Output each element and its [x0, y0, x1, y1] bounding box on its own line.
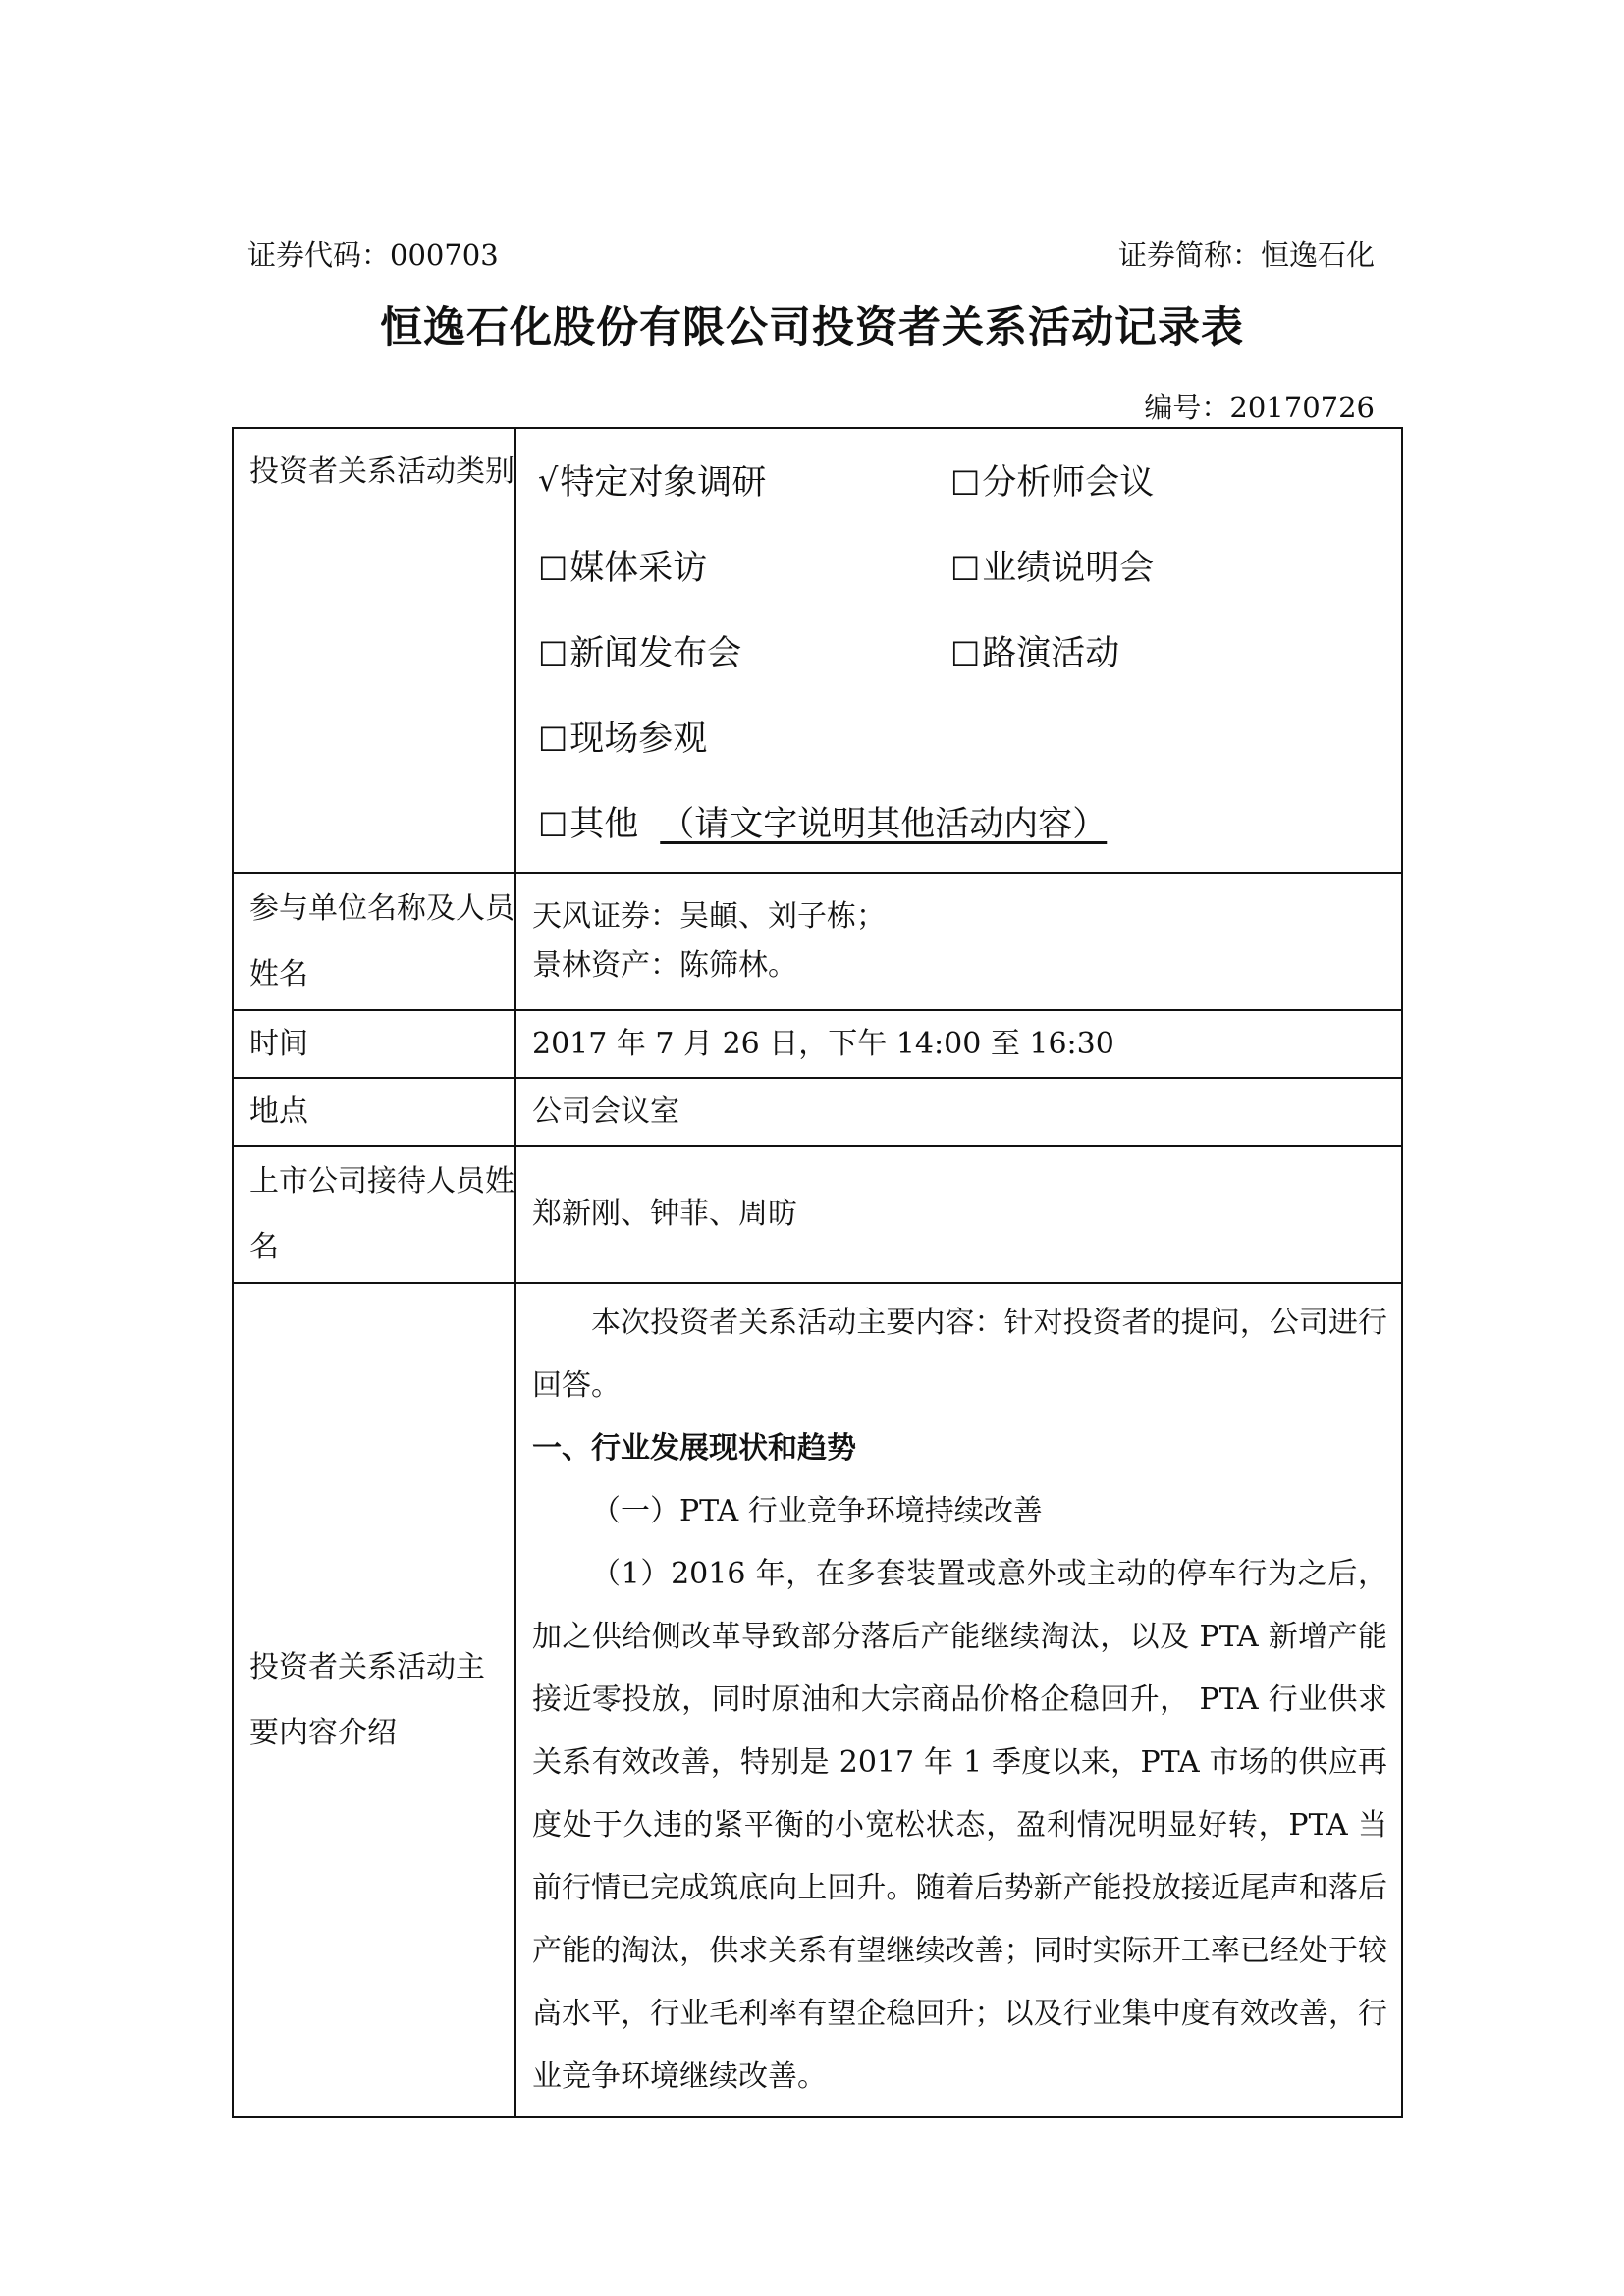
row-category: [233, 428, 1402, 873]
content-label: [233, 1283, 515, 2117]
reception-value-text: 郑新刚、钟菲、周昉: [532, 1197, 797, 1231]
content-paragraph: （1）2016 年，在多套装置或意外或主动的停车行为之后，加之供给侧改革导致部分落后产能继续淘汰，以及 PTA 新增产能接近零投放，同时原油和大宗商品价格企稳回升， PTA 行业供求关系有效改善，特别是 2017 年 1 季度以来，PTA 市场的供应再度处于久违的紧平衡的小宽松状态，盈利情况明显好转，PTA 当前行情已完成筑底向上回升。随着后势新产能投放接近尾声和落后产能的淘汰，供求关系有望继续改善；同时实际开工率已经处于较高水平，行业毛利率有望企稳回升；以及行业集中度有效改善，行业竞争环境继续改善。: [532, 1557, 1387, 2094]
checkbox-icon: □: [950, 460, 981, 499]
place-value: [515, 1078, 1402, 1146]
category-label-text: 投资者关系活动类别: [249, 454, 514, 489]
option-site-research[interactable]: [538, 455, 950, 505]
checkmark-icon: √: [538, 460, 559, 499]
checkbox-icon: □: [538, 717, 568, 755]
option-label: 分析师会议: [982, 462, 1155, 503]
document-number: 编号：20170726: [1144, 391, 1375, 424]
checkbox-icon: □: [538, 631, 568, 669]
option-earnings-briefing[interactable]: [950, 541, 1363, 590]
stock-code: 证券代码：000703: [247, 239, 499, 272]
time-value: [515, 1010, 1402, 1078]
category-options: [515, 428, 1402, 873]
time-label: 时间: [233, 1010, 515, 1078]
place-label: 地点: [233, 1078, 515, 1146]
content-value: [515, 1283, 1402, 2117]
reception-label-text: 上市公司接待人员姓名: [249, 1164, 514, 1264]
category-row-4: [538, 693, 1401, 778]
category-label: [233, 428, 515, 873]
row-reception: [233, 1146, 1402, 1283]
category-row-2: [538, 522, 1401, 608]
subsection-heading: （一）PTA 行业竞争环境持续改善: [591, 1494, 1043, 1528]
option-label: 现场参观: [569, 719, 708, 759]
category-row-1: [538, 437, 1401, 522]
other-note: （请文字说明其他活动内容）: [660, 804, 1108, 844]
checkbox-icon: □: [538, 802, 568, 840]
row-place: [233, 1078, 1402, 1146]
option-roadshow[interactable]: [950, 626, 1363, 675]
participants-label: [233, 873, 515, 1010]
reception-value: [515, 1146, 1402, 1283]
stock-short-name: 证券简称：恒逸石化: [1117, 239, 1375, 272]
document-title: 恒逸石化股份有限公司投资者关系活动记录表: [380, 303, 1244, 352]
option-press-conference[interactable]: [538, 626, 950, 675]
checkbox-icon: □: [950, 631, 981, 669]
category-row-5: [538, 778, 1401, 864]
option-analyst-meeting[interactable]: [950, 455, 1363, 505]
option-label: 路演活动: [982, 633, 1120, 673]
option-media-interview[interactable]: [538, 541, 950, 590]
participant-line: 景林资产：陈筛林。: [532, 948, 797, 983]
row-time: [233, 1010, 1402, 1078]
participants-label-text: 参与单位名称及人员姓名: [249, 891, 514, 991]
row-content: [233, 1283, 1402, 2117]
section-heading: 一、行业发展现状和趋势: [532, 1431, 856, 1466]
option-label: 特定对象调研: [560, 462, 767, 503]
option-label: 业绩说明会: [982, 548, 1155, 588]
time-value-text: 2017 年 7 月 26 日，下午 14:00 至 16:30: [532, 1026, 1114, 1061]
checkbox-icon: □: [950, 546, 981, 584]
participants-value: [515, 873, 1402, 1010]
participant-line: 天风证券：吴頔、刘子栋；: [532, 899, 886, 934]
checkbox-icon: □: [538, 546, 568, 584]
option-site-visit[interactable]: [538, 712, 950, 761]
place-value-text: 公司会议室: [532, 1094, 679, 1129]
option-other[interactable]: [538, 797, 1107, 846]
category-row-3: [538, 608, 1401, 693]
reception-label: [233, 1146, 515, 1283]
option-label: 新闻发布会: [569, 633, 742, 673]
option-label: 媒体采访: [569, 548, 708, 588]
content-label-text: 投资者关系活动主要内容介绍: [249, 1650, 485, 1750]
content-intro: 本次投资者关系活动主要内容：针对投资者的提问，公司进行回答。: [532, 1306, 1387, 1403]
option-label: 其他: [569, 804, 639, 844]
record-table: [232, 427, 1403, 2118]
row-participants: [233, 873, 1402, 1010]
